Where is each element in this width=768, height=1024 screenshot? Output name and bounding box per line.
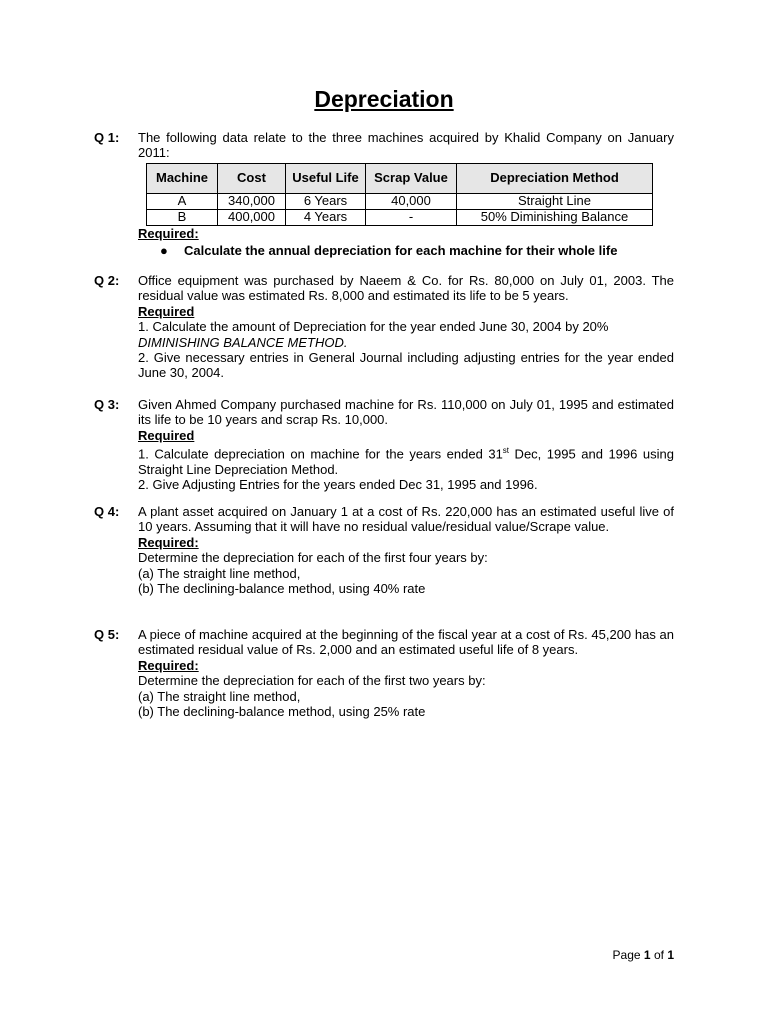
required-bullet <box>160 243 674 258</box>
question-5-option-b: (b) The declining-balance method, using 25% rate <box>138 704 426 720</box>
table-header-row <box>147 163 653 193</box>
required-heading: Required: <box>138 225 199 241</box>
page-footer <box>613 948 674 962</box>
header-depreciation-method: Depreciation Method <box>457 163 653 193</box>
question-5-label: Q 5: <box>94 627 120 642</box>
question-1-label: Q 1: <box>94 130 120 145</box>
item-1-method: DIMINISHING BALANCE METHOD. <box>138 334 348 350</box>
item-1-superscript: st <box>502 446 510 456</box>
question-2 <box>94 273 674 381</box>
table-cell: - <box>366 209 457 225</box>
bullet-icon: ● <box>160 243 168 259</box>
table-cell: Straight Line <box>457 193 653 209</box>
question-2-text: Office equipment was purchased by Naeem & Co. for Rs. 80,000 on July 01, 2003. The residual value was estimated Rs. 8,000 and estimated its life to be 5 years. <box>138 273 674 304</box>
table-cell: 40,000 <box>366 193 457 209</box>
header-machine: Machine <box>147 163 218 193</box>
required-heading: Required <box>138 303 195 319</box>
question-4-label: Q 4: <box>94 504 120 519</box>
question-3-item-2: 2. Give Adjusting Entries for the years ended Dec 31, 1995 and 1996. <box>138 477 538 493</box>
required-heading: Required: <box>138 534 199 550</box>
header-useful-life: Useful Life <box>286 163 366 193</box>
table-cell: 400,000 <box>218 209 286 225</box>
table-row <box>147 209 653 225</box>
table-cell: A <box>147 193 218 209</box>
question-5-text: A piece of machine acquired at the beginning of the fiscal year at a cost of Rs. 45,200 has an estimated residual value of Rs. 2,000 and an estimated useful life of 8 years. <box>138 627 674 658</box>
footer-current-page: 1 <box>643 948 651 962</box>
question-2-label: Q 2: <box>94 273 120 288</box>
table-cell: 4 Years <box>286 209 366 225</box>
table-cell: B <box>147 209 218 225</box>
item-1-text: 1. Calculate the amount of Depreciation for the year ended June 30, 2004 by 20% <box>138 319 609 335</box>
question-3-item-1 <box>138 443 674 477</box>
question-3-text: Given Ahmed Company purchased machine for Rs. 110,000 on July 01, 1995 and estimated its life to be 10 years and scrap Rs. 10,000. <box>138 397 674 428</box>
table-cell: 50% Diminishing Balance <box>457 209 653 225</box>
footer-total-pages: 1 <box>667 948 674 962</box>
question-3-label: Q 3: <box>94 397 120 412</box>
question-4-instruction: Determine the depreciation for each of the first four years by: <box>138 550 488 566</box>
document-title: Depreciation <box>314 86 454 112</box>
table-cell: 340,000 <box>218 193 286 209</box>
question-1 <box>94 130 674 259</box>
header-cost: Cost <box>218 163 286 193</box>
question-4-option-b: (b) The declining-balance method, using 40% rate <box>138 581 426 597</box>
footer-page-word: Page <box>612 948 641 962</box>
machines-table <box>146 163 653 226</box>
question-2-item-1 <box>138 319 674 350</box>
required-heading: Required: <box>138 657 199 673</box>
question-4 <box>94 504 674 596</box>
item-1-text-a: 1. Calculate depreciation on machine for the years ended 31 <box>138 446 503 462</box>
question-5-option-a: (a) The straight line method, <box>138 688 301 704</box>
question-5 <box>94 627 674 719</box>
question-4-text: A plant asset acquired on January 1 at a cost of Rs. 220,000 has an estimated useful live of 10 years. Assuming that it will have no residual value/residual value/Scrape value. <box>138 504 674 535</box>
table-row <box>147 193 653 209</box>
bullet-text: Calculate the annual depreciation for each machine for their whole life <box>184 243 618 259</box>
question-1-text: The following data relate to the three machines acquired by Khalid Company on January 2011: <box>138 130 674 161</box>
question-5-instruction: Determine the depreciation for each of the first two years by: <box>138 673 486 689</box>
question-2-item-2: 2. Give necessary entries in General Journal including adjusting entries for the year ended June 30, 2004. <box>138 350 674 381</box>
required-heading: Required <box>138 427 195 443</box>
footer-of-word: of <box>653 948 664 962</box>
question-4-option-a: (a) The straight line method, <box>138 565 301 581</box>
question-3 <box>94 397 674 493</box>
item-1-text-b: Dec, 1995 and 1996 using Straight Line Depreciation Method. <box>138 446 674 477</box>
table-cell: 6 Years <box>286 193 366 209</box>
header-scrap-value: Scrap Value <box>366 163 457 193</box>
